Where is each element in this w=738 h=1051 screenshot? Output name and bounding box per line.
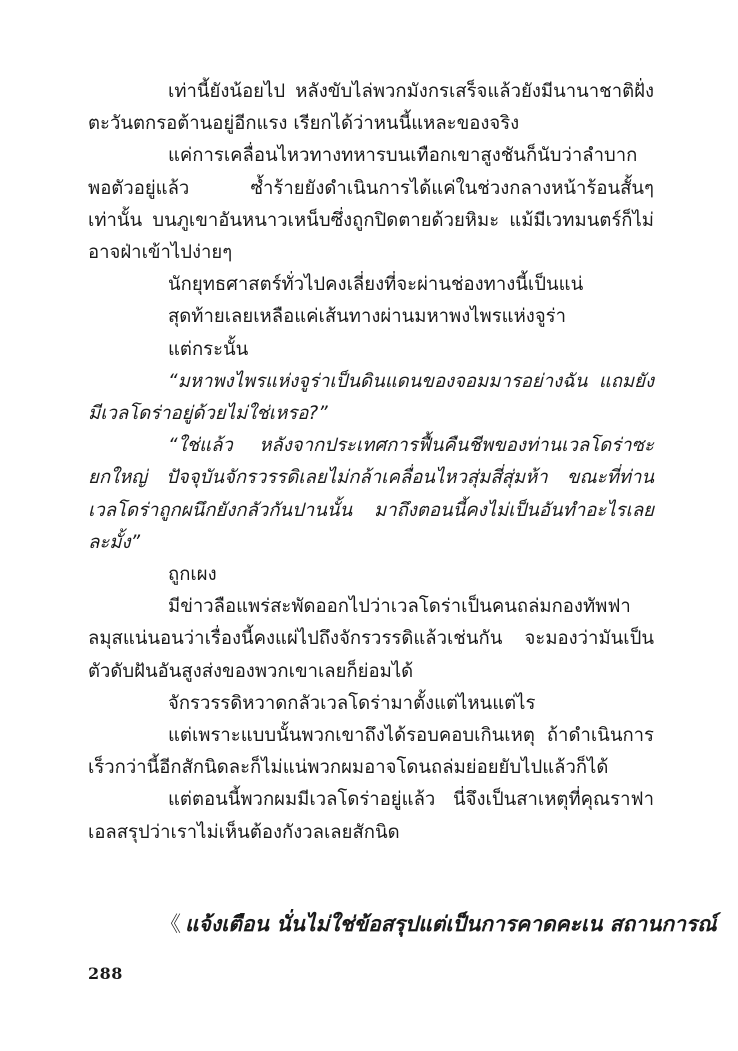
paragraph-2: แค่การเคลื่อนไหวทางทหารบนเทือกเขาสูงชันก็นับว่าลำบากพอตัวอยู่แล้ว ซ้ำร้ายยังดำเนินการได้แค่ในช่วงกลางหน้าร้อนสั้นๆ เท่านั้น บนภูเขาอันหนาวเหน็บซึ่งถูกปิดตายด้วยหิมะ แม้มีเวทมนตร์ก็ไม่อาจฝ่าเข้าไปง่ายๆ: [88, 145, 654, 264]
paragraph-5: แต่กระนั้น: [168, 338, 249, 360]
paragraph-3: นักยุทธศาสตร์ทั่วไปคงเลี่ยงที่จะผ่านช่องทางนี้เป็นแน่: [168, 274, 584, 296]
body-text: [88, 76, 654, 849]
notice-text: แจ้งเตือน นั่นไม่ใช่ข้อสรุปแต่เป็นการคาดคะเน สถานการณ์: [185, 912, 717, 936]
paragraph-10: แต่ตอนนี้พวกผมมีเวลโดร่าอยู่แล้ว นี่จึงเป็นสาเหตุที่คุณราฟาเอลสรุปว่าเราไม่เห็นต้องกังวลเลยสักนิด: [88, 789, 654, 843]
page-number: 288: [88, 964, 123, 983]
notice-line: [160, 908, 717, 941]
paragraph-7: มีข่าวลือแพร่สะพัดออกไปว่าเวลโดร่าเป็นคนถล่มกองทัพฟาลมุสแน่นอนว่าเรื่องนี้คงแผ่ไปถึงจักรวรรดิแล้วเช่นกัน จะมองว่ามันเป็นตัวดับฝันอันสูงส่งของพวกเขาเลยก็ย่อมได้: [88, 596, 654, 682]
dialogue-2: “ใช่แล้ว หลังจากประเทศการฟื้นคืนชีพของท่านเวลโดร่าซะยกใหญ่ ปัจจุบันจักรวรรดิเลยไม่กล้าเคลื่อนไหวสุ่มสี่สุ่มห้า ขณะที่ท่านเวลโดร่าถูกผนึกยังกลัวกันปานนั้น มาถึงตอนนี้คงไม่เป็นอันทำอะไรเลยละมั้ง”: [88, 435, 654, 553]
paragraph-9: แต่เพราะแบบนั้นพวกเขาถึงได้รอบคอบเกินเหตุ ถ้าดำเนินการเร็วกว่านี้อีกสักนิดละก็ไม่แน่พวกผมอาจโดนถล่มย่อยยับไปแล้วก็ได้: [88, 725, 654, 779]
double-angle-bracket-icon: 《: [160, 912, 181, 936]
paragraph-1: เท่านี้ยังน้อยไป หลังขับไล่พวกมังกรเสร็จแล้วยังมีนานาชาติฝั่งตะวันตกรอต้านอยู่อีกแรง เรียกได้ว่าหนนี้แหละของจริง: [88, 81, 654, 135]
dialogue-1: “มหาพงไพรแห่งจูร่าเป็นดินแดนของจอมมารอย่างฉัน แถมยังมีเวลโดร่าอยู่ด้วยไม่ใช่เหรอ?”: [88, 370, 654, 425]
paragraph-4: สุดท้ายเลยเหลือแค่เส้นทางผ่านมหาพงไพรแห่งจูร่า: [168, 306, 567, 328]
paragraph-8: จักรวรรดิหวาดกลัวเวลโดร่ามาตั้งแต่ไหนแต่ไร: [168, 692, 536, 714]
paragraph-6: ถูกเผง: [168, 564, 217, 586]
